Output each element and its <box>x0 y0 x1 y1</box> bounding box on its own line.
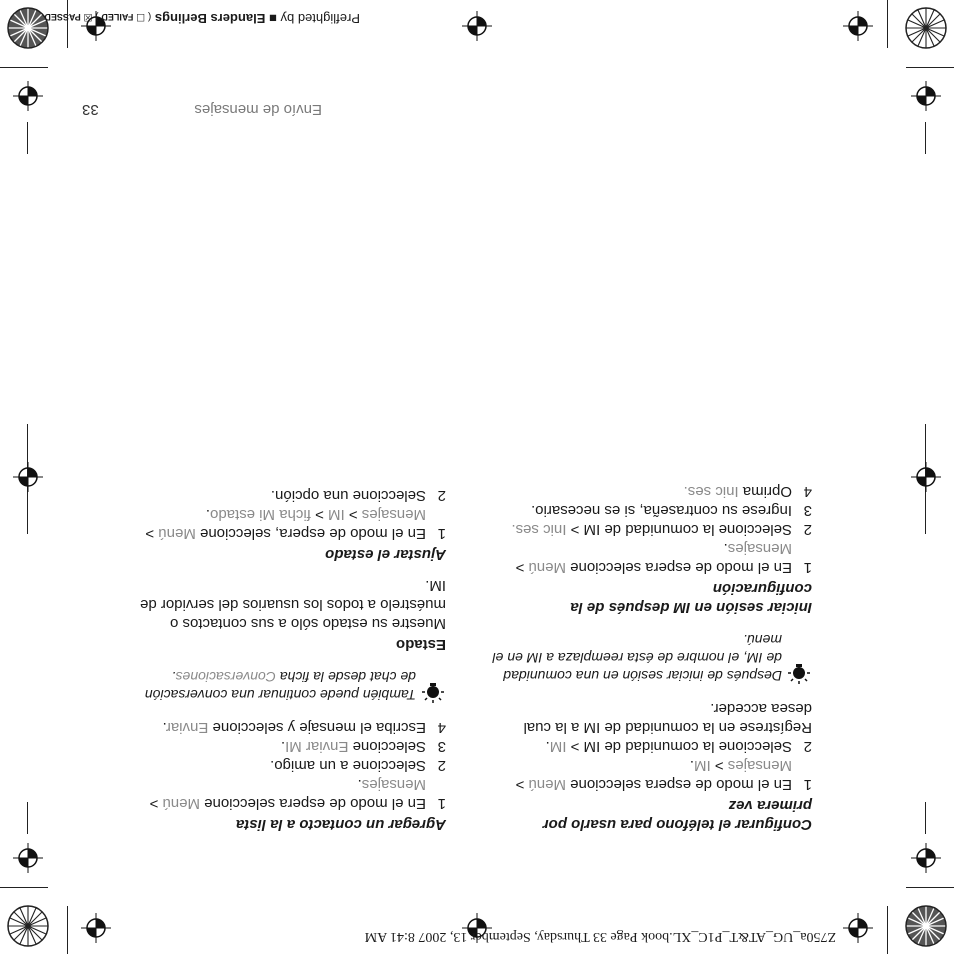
step-number: 1 <box>803 776 812 793</box>
crop-mark <box>67 906 68 954</box>
step-text: Escriba el mensaje y seleccione <box>208 719 426 736</box>
crop-mark <box>887 906 888 954</box>
step-item <box>492 737 812 756</box>
body-paragraph: Regístrese en la comunidad de IM a la cual desea acceder. <box>523 700 812 736</box>
step-text: > <box>710 757 728 774</box>
lightbulb-icon <box>420 678 446 704</box>
step-text: . <box>545 738 550 755</box>
tip-text: Después de iniciar sesión en una comunidad de IM, el nombre de ésta reemplaza a IM en el menú. <box>492 632 782 684</box>
registration-mark-icon <box>843 11 873 41</box>
page-number: 33 <box>82 101 99 118</box>
menu-path-text: Menú <box>162 795 201 812</box>
step-item <box>492 482 812 501</box>
section-heading: Estado <box>395 636 446 653</box>
step-text: Seleccione <box>348 738 426 755</box>
step-text: . <box>689 757 695 774</box>
registration-mark-icon <box>911 81 941 111</box>
step-number: 1 <box>437 795 446 812</box>
section-heading: Iniciar sesión en IM después de la configuración <box>570 580 812 616</box>
step-text: > <box>515 559 529 576</box>
step-text: Seleccione a un amigo. <box>270 757 426 774</box>
section-heading: Configurar el teléfono para usarlo por primera vez <box>542 797 812 833</box>
menu-path-text: Mensajes <box>727 540 792 557</box>
step-text: Seleccione la comunidad de IM > <box>566 521 792 538</box>
preflight-brand: Elanders Berlings <box>154 11 266 26</box>
registration-mark-icon <box>13 462 43 492</box>
preflight-label: Preflighted by <box>280 11 360 26</box>
tip-note <box>126 668 446 704</box>
section-heading: Ajustar el estado <box>325 546 446 563</box>
menu-path-text: Conversaciones <box>175 669 276 685</box>
header-title: Envío de mensajes <box>194 101 322 118</box>
step-item <box>492 501 812 520</box>
step-text: . <box>280 738 286 755</box>
passed-label: PASSED <box>44 12 81 22</box>
step-text: En el modo de espera, seleccione <box>195 525 426 542</box>
menu-path-text: IM <box>328 506 345 523</box>
star-target-icon <box>904 6 948 50</box>
registration-mark-icon <box>462 11 492 41</box>
menu-path-text: Menú <box>528 559 567 576</box>
menu-path-text: Mensajes <box>727 757 792 774</box>
running-header <box>82 94 322 118</box>
tip-text <box>145 669 416 703</box>
preflight-stamp: Preflighted by ■ Elanders Berlings ( ☐ FAILED ) ☒ PASSED <box>44 11 360 26</box>
step-item <box>492 520 812 539</box>
step-text: También puede continuar una conversación de chat desde la ficha <box>144 669 416 703</box>
step-number: 1 <box>803 559 812 576</box>
crop-mark <box>906 67 954 68</box>
step-number: 3 <box>437 738 446 755</box>
step-text: Seleccione una opción. <box>270 487 426 504</box>
step-list <box>126 486 446 543</box>
failed-label: FAILED <box>101 12 134 22</box>
step-text: En el modo de espera seleccione <box>566 559 792 576</box>
step-text: . <box>205 506 211 523</box>
step-text: > <box>149 795 163 812</box>
menu-path-text: Mensajes <box>361 776 426 793</box>
left-column <box>492 482 812 834</box>
crop-mark <box>887 0 888 48</box>
lightbulb-icon <box>786 659 812 685</box>
step-list <box>492 737 812 794</box>
step-number: 3 <box>803 502 812 519</box>
crop-mark <box>0 67 48 68</box>
step-item <box>492 539 812 577</box>
step-number: 1 <box>437 525 446 542</box>
step-list <box>126 718 446 813</box>
step-number: 2 <box>437 487 446 504</box>
step-text: Oprima <box>738 483 792 500</box>
step-item <box>126 486 446 505</box>
step-number: 2 <box>803 521 812 538</box>
menu-path-text: ficha Mi estado <box>210 506 311 523</box>
registration-mark-icon <box>13 81 43 111</box>
section-heading: Agregar un contacto a la lista <box>235 816 446 833</box>
registration-mark-icon <box>81 913 111 943</box>
registration-mark-icon <box>13 843 43 873</box>
brand-logo-icon: ■ <box>269 11 277 26</box>
menu-path-text: Menú <box>528 776 567 793</box>
step-item <box>126 505 446 543</box>
step-text: En el modo de espera seleccione <box>200 795 426 812</box>
step-text: Seleccione la comunidad de IM > <box>566 738 792 755</box>
crop-mark <box>27 802 28 834</box>
menu-path-text: IM <box>549 738 567 755</box>
registration-mark-icon <box>911 462 941 492</box>
step-text: . <box>723 540 728 557</box>
step-text: > <box>344 506 362 523</box>
crop-mark <box>925 122 926 154</box>
step-number: 4 <box>437 719 446 736</box>
tip-note <box>492 631 812 685</box>
step-number: 2 <box>803 738 812 755</box>
step-item <box>126 737 446 756</box>
menu-path-text: Menú <box>158 525 196 542</box>
registration-mark-icon <box>843 913 873 943</box>
step-text: > <box>145 525 159 542</box>
crop-mark <box>925 802 926 834</box>
step-text: > <box>310 506 329 523</box>
star-target-icon <box>6 904 50 948</box>
crop-mark <box>906 887 954 888</box>
registration-mark-icon <box>911 843 941 873</box>
star-target-icon <box>904 904 948 948</box>
file-slug: Z750a_UG_AT&T_P1C_XL.book Page 33 Thursday, September 13, 2007 8:41 AM <box>364 929 836 944</box>
menu-path-text: Enviar <box>166 719 209 736</box>
menu-path-text: IM <box>694 757 711 774</box>
menu-path-text: Inic ses. <box>511 521 567 538</box>
step-item <box>126 775 446 813</box>
step-item <box>126 756 446 775</box>
step-text: . <box>357 776 362 793</box>
menu-path-text: Inic ses. <box>683 483 739 500</box>
step-text: Ingrese su contraseña, si es necesario. <box>531 502 792 519</box>
step-number: 2 <box>437 757 446 774</box>
step-text: En el modo de espera seleccione <box>566 776 792 793</box>
crop-mark <box>0 887 48 888</box>
step-item <box>126 718 446 737</box>
menu-path-text: Mensajes <box>361 506 426 523</box>
crop-mark <box>27 122 28 154</box>
step-number: 4 <box>803 483 812 500</box>
step-text: . <box>162 719 167 736</box>
body-paragraph: Muestre su estado sólo a sus contactos o muéstrelo a todos los usuarios del servidor de IM. <box>140 577 446 632</box>
step-text: . <box>171 669 176 685</box>
step-list <box>492 482 812 577</box>
menu-path-text: Enviar MI <box>285 738 349 755</box>
step-text: > <box>515 776 529 793</box>
step-item <box>492 756 812 794</box>
right-column <box>126 486 446 834</box>
